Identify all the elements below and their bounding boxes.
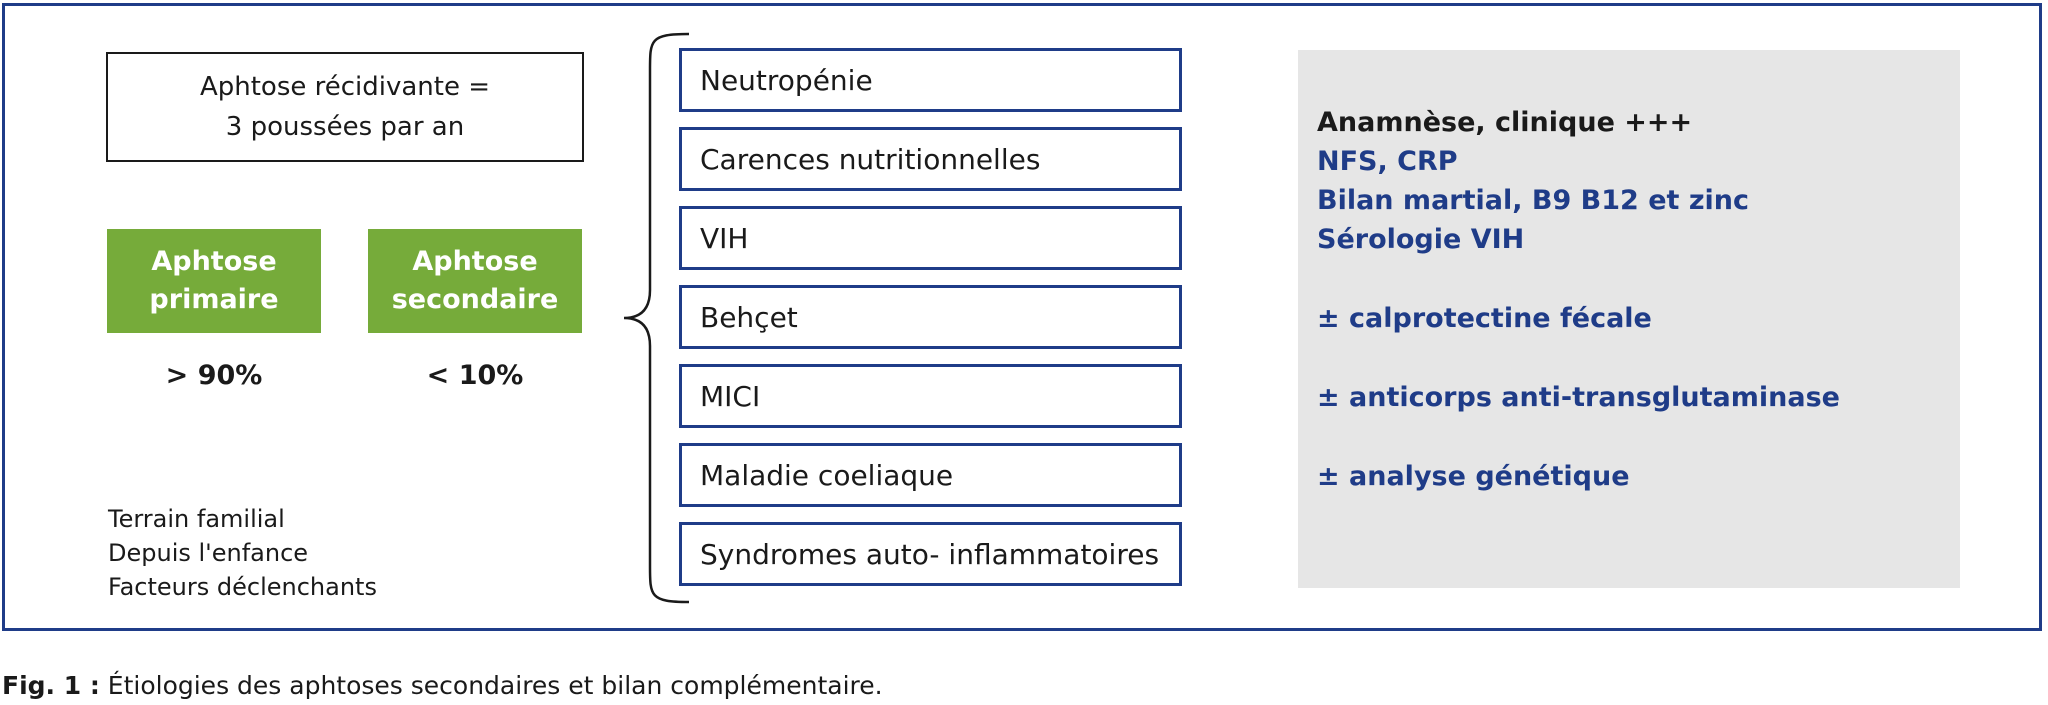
primary-percent: > 90% xyxy=(165,360,263,391)
secondary-box-line-1: Aphtose xyxy=(412,246,538,277)
secondary-box-line-2: secondaire xyxy=(391,284,559,315)
primary-feature-item: Depuis l'enfance xyxy=(108,539,309,567)
definition-line-1: Aphtose récidivante = xyxy=(199,72,491,102)
workup-optional-test: ± anticorps anti-transglutaminase xyxy=(1317,382,1840,413)
primary-box-line-2: primaire xyxy=(149,284,279,315)
caption-text: Étiologies des aphtoses secondaires et bilan complémentaire. xyxy=(99,671,883,700)
cause-item-ibd: MICI xyxy=(679,364,1182,428)
cause-item-neutropenia: Neutropénie xyxy=(679,48,1182,112)
workup-optional-test: ± calprotectine fécale xyxy=(1317,303,1652,334)
primary-aphthosis-box xyxy=(107,229,321,333)
primary-feature-item: Facteurs déclenchants xyxy=(108,573,377,601)
secondary-percent: < 10% xyxy=(426,360,524,391)
workup-header: Anamnèse, clinique +++ xyxy=(1317,107,1693,138)
caption-label: Fig. 1 : xyxy=(2,671,100,700)
definition-line-2: 3 poussées par an xyxy=(225,112,465,142)
primary-box-line-1: Aphtose xyxy=(151,246,277,277)
workup-optional-test: ± analyse génétique xyxy=(1317,461,1630,492)
cause-item-hiv: VIH xyxy=(679,206,1182,270)
workup-test: Sérologie VIH xyxy=(1317,224,1525,255)
cause-item-celiac: Maladie coeliaque xyxy=(679,443,1182,507)
definition-box xyxy=(106,52,584,162)
workup-panel xyxy=(1298,50,1960,588)
figure-caption xyxy=(2,671,883,700)
cause-item-behcet: Behçet xyxy=(679,285,1182,349)
workup-test: Bilan martial, B9 B12 et zinc xyxy=(1317,185,1750,216)
primary-feature-item: Terrain familial xyxy=(108,505,285,533)
workup-test: NFS, CRP xyxy=(1317,146,1458,177)
secondary-aphthosis-box xyxy=(368,229,582,333)
cause-item-nutritional-deficiencies: Carences nutritionnelles xyxy=(679,127,1182,191)
cause-item-autoinflammatory: Syndromes auto- inflammatoires xyxy=(679,522,1182,586)
primary-features-list xyxy=(108,502,377,604)
